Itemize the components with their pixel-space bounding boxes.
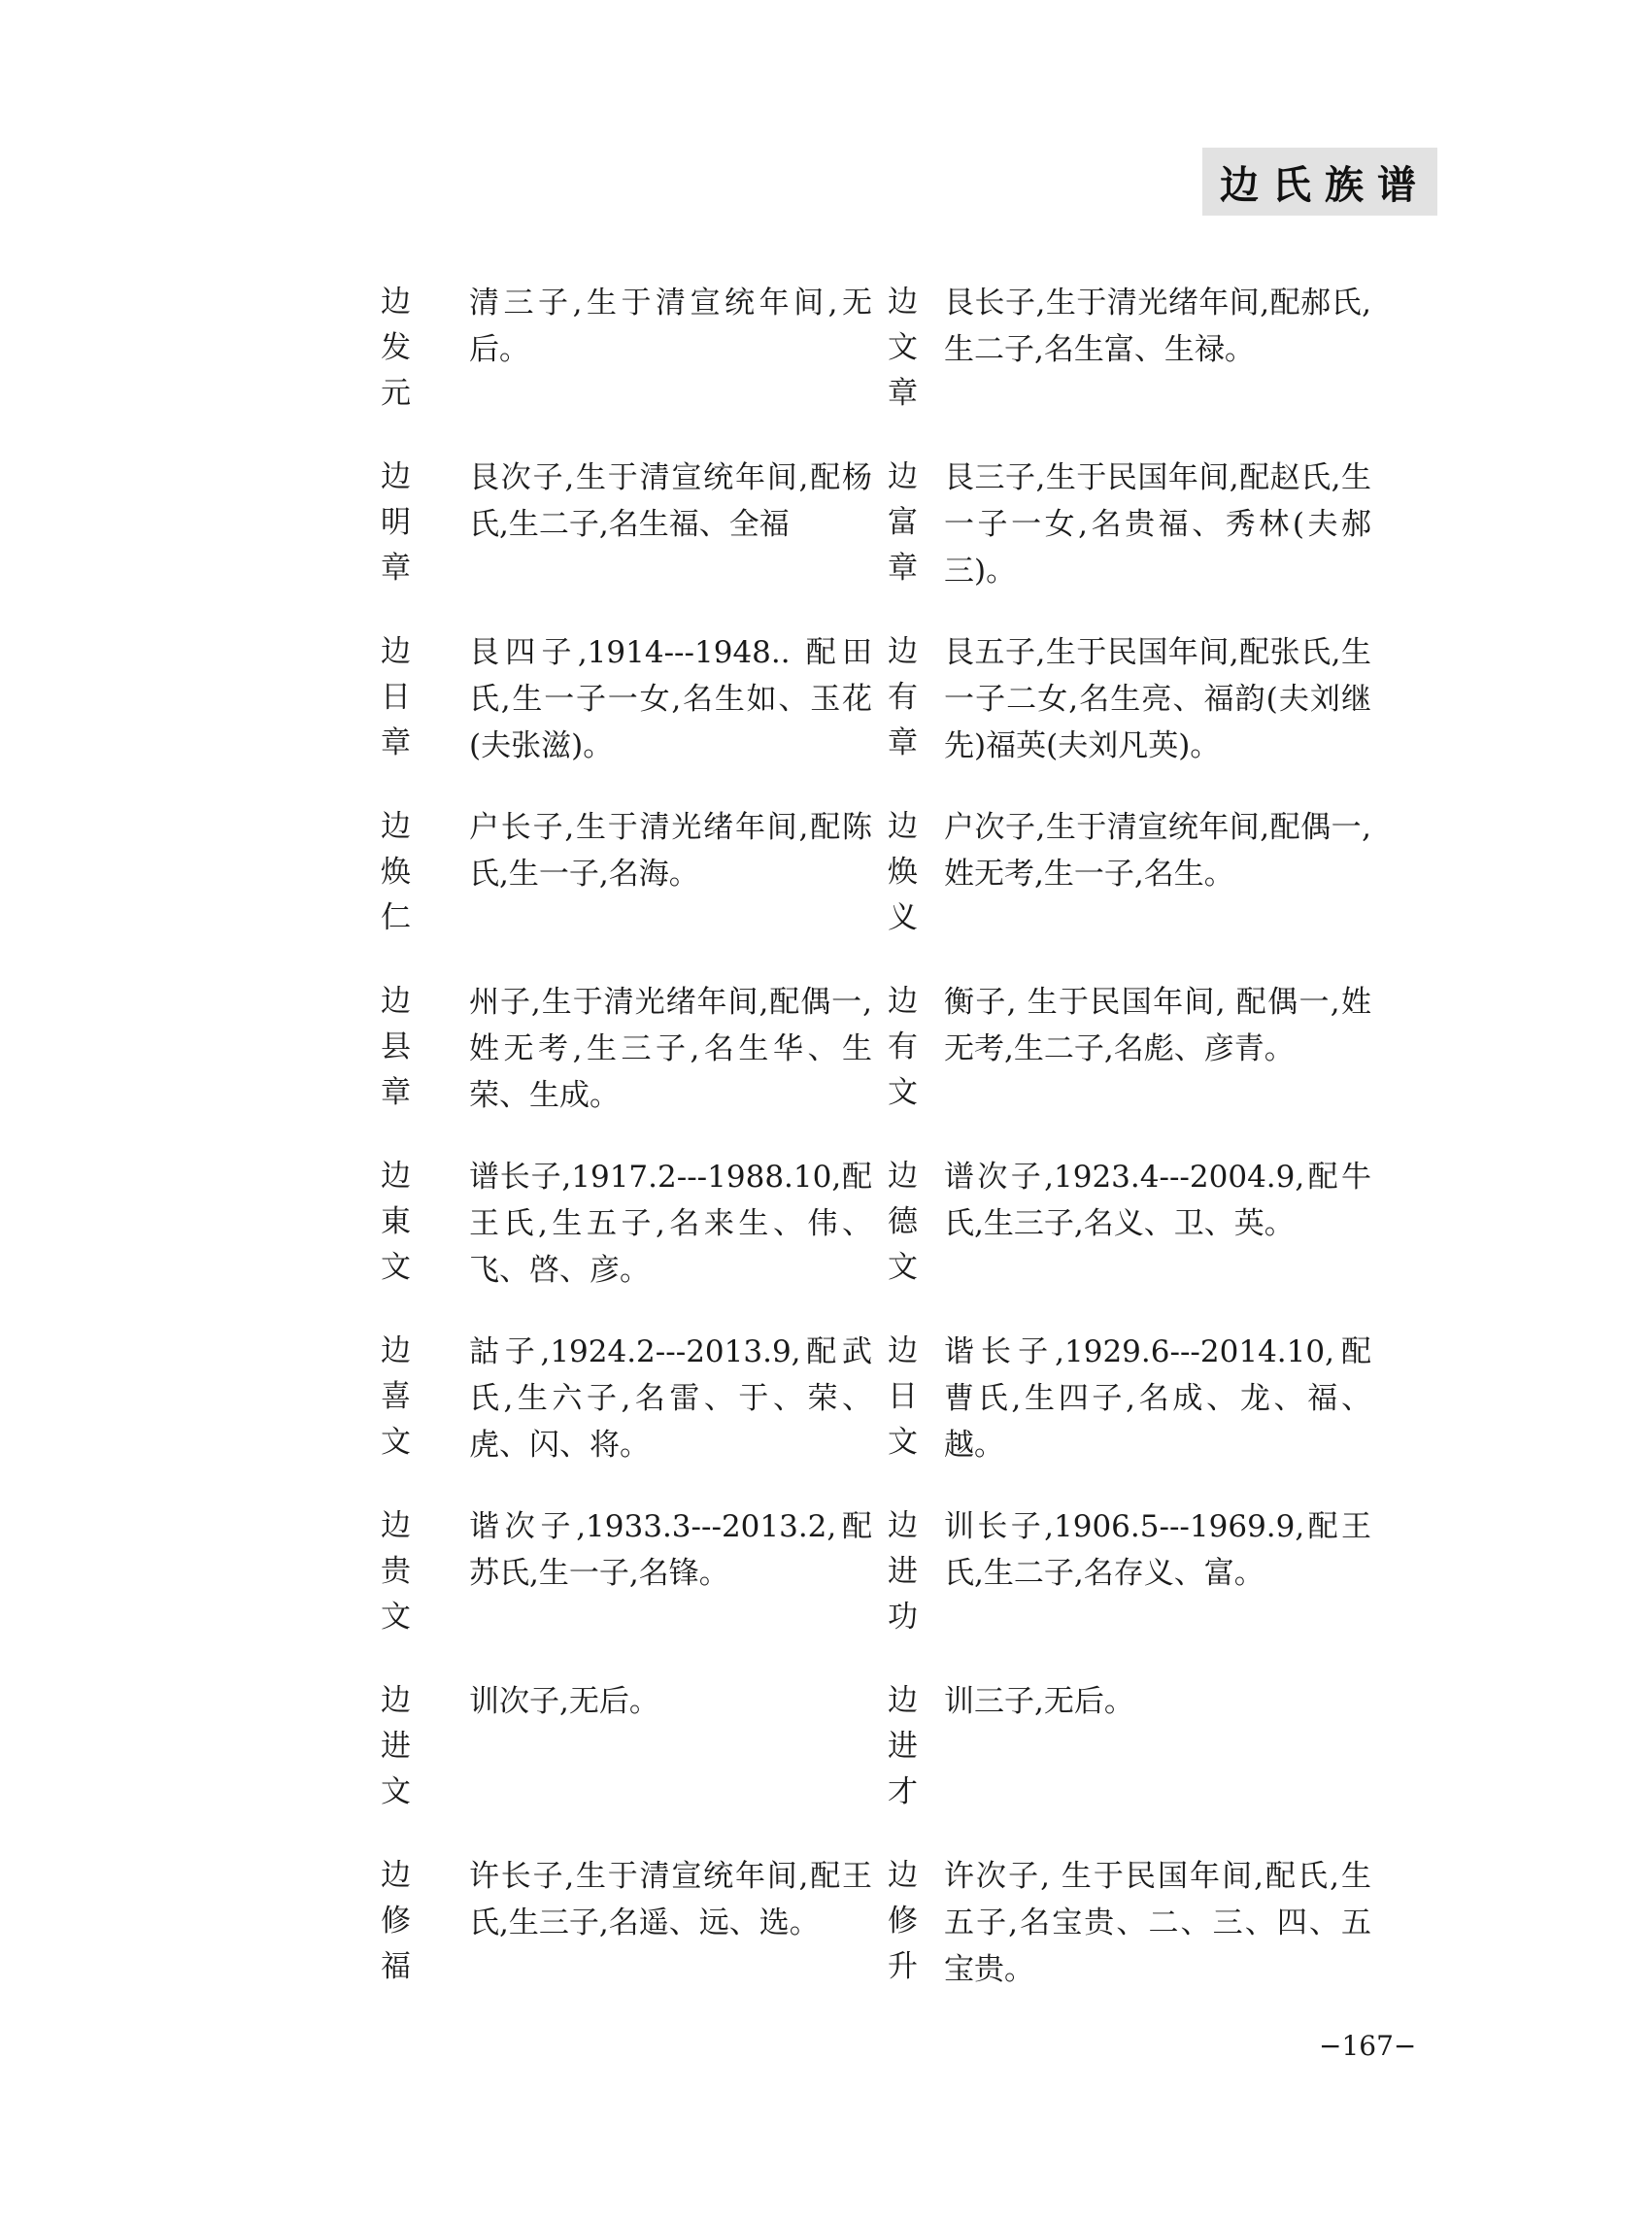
page-number: −167− [1319, 2030, 1417, 2062]
name-character: 发 [381, 330, 411, 365]
person-description: 清三子,生于清宣统年间,无后。 [469, 286, 872, 367]
person-description: 艮次子,生于清宣统年间,配杨氏,生二子,名生福、全福 [469, 460, 872, 542]
person-name [374, 979, 418, 1154]
name-character: 文 [381, 1250, 411, 1285]
person-description: 户长子,生于清光绪年间,配陈氏,生一子,名海。 [469, 810, 872, 892]
name-character: 修 [888, 1904, 918, 1939]
person-name [881, 804, 925, 979]
name-character: 边 [381, 1159, 411, 1194]
entry [881, 1329, 1442, 1503]
entry [881, 804, 1442, 979]
person-name [374, 1853, 418, 2028]
name-character: 边 [888, 809, 918, 844]
person-name [881, 1154, 925, 1329]
name-character: 边 [888, 1333, 918, 1368]
person-description: 训长子,1906.5---1969.9,配王氏,生二子,名存义、富。 [944, 1509, 1371, 1591]
person-description: 谐长子,1929.6---2014.10,配曹氏,生四子,名成、龙、福、越。 [944, 1334, 1371, 1463]
name-character: 有 [888, 680, 918, 715]
name-character: 文 [381, 1425, 411, 1460]
name-character: 县 [381, 1029, 411, 1064]
name-character: 文 [888, 1075, 918, 1110]
person-name [374, 629, 418, 804]
person-name [881, 979, 925, 1154]
name-character: 德 [888, 1204, 918, 1239]
name-character: 元 [381, 376, 411, 411]
name-character: 文 [381, 1774, 411, 1809]
name-character: 边 [381, 634, 411, 669]
name-character: 焕 [381, 855, 411, 890]
person-description: 艮三子,生于民国年间,配赵氏,生一子一女,名贵福、秀林(夫郝三)。 [944, 460, 1371, 589]
name-character: 功 [888, 1600, 918, 1635]
name-character: 边 [381, 1858, 411, 1893]
name-character: 喜 [381, 1379, 411, 1414]
name-character: 贵 [381, 1554, 411, 1589]
entry [881, 455, 1442, 629]
name-character: 边 [888, 1159, 918, 1194]
person-description: 谱长子,1917.2---1988.10,配王氏,生五子,名来生、伟、飞、啓、彦。 [469, 1160, 872, 1288]
name-character: 边 [381, 809, 411, 844]
entry [881, 1154, 1442, 1329]
name-character: 进 [888, 1554, 918, 1589]
entry [881, 1503, 1442, 1678]
name-character: 义 [888, 900, 918, 935]
person-name [881, 1329, 925, 1503]
person-description: 艮长子,生于清光绪年间,配郝氏,生二子,名生富、生禄。 [944, 286, 1371, 367]
name-character: 边 [888, 459, 918, 494]
name-character: 文 [888, 1425, 918, 1460]
entry [881, 1678, 1442, 1853]
name-character: 边 [888, 634, 918, 669]
person-name [881, 1503, 925, 1678]
entry [374, 1154, 881, 1329]
name-character: 章 [381, 725, 411, 760]
name-character: 才 [888, 1774, 918, 1809]
person-description: 训三子,无后。 [944, 1684, 1134, 1719]
person-description: 许长子,生于清宣统年间,配王氏,生三子,名遥、远、选。 [469, 1859, 872, 1940]
person-name [881, 1853, 925, 2028]
person-description: 艮四子,1914---1948.. 配田氏,生一子一女,名生如、玉花(夫张滋)。 [469, 635, 872, 763]
entry [374, 629, 881, 804]
entry [374, 1503, 881, 1678]
person-name [374, 1154, 418, 1329]
person-name [374, 1678, 418, 1853]
name-character: 边 [381, 1508, 411, 1543]
name-character: 東 [381, 1204, 411, 1239]
entry [374, 1329, 881, 1503]
name-character: 章 [381, 1075, 411, 1110]
person-description: 詁子,1924.2---2013.9,配武氏,生六子,名雷、于、荣、虎、闪、将。 [469, 1334, 872, 1463]
person-description: 衡子, 生于民国年间, 配偶一,姓无考,生二子,名彪、彦青。 [944, 985, 1371, 1066]
name-character: 边 [381, 1683, 411, 1718]
name-character: 升 [888, 1949, 918, 1984]
name-character: 仁 [381, 900, 411, 935]
name-character: 边 [381, 984, 411, 1019]
person-name [881, 629, 925, 804]
name-character: 有 [888, 1029, 918, 1064]
name-character: 章 [888, 551, 918, 586]
name-character: 边 [888, 285, 918, 320]
name-character: 章 [381, 551, 411, 586]
name-character: 边 [381, 459, 411, 494]
name-character: 章 [888, 725, 918, 760]
person-description: 州子,生于清光绪年间,配偶一,姓无考,生三子,名生华、生荣、生成。 [469, 985, 872, 1113]
name-character: 富 [888, 505, 918, 540]
entry [881, 629, 1442, 804]
name-character: 边 [888, 1508, 918, 1543]
name-character: 文 [888, 1250, 918, 1285]
name-character: 边 [381, 1333, 411, 1368]
person-name [881, 1678, 925, 1853]
name-character: 日 [381, 680, 411, 715]
entry [881, 979, 1442, 1154]
person-description: 谐次子,1933.3---2013.2,配苏氏,生一子,名锋。 [469, 1509, 872, 1591]
entry [881, 1853, 1442, 2028]
name-character: 福 [381, 1949, 411, 1984]
name-character: 修 [381, 1904, 411, 1939]
entry [374, 455, 881, 629]
entry [374, 1678, 881, 1853]
name-character: 章 [888, 376, 918, 411]
book-title: 边氏族谱 [1220, 162, 1430, 208]
person-name [374, 1503, 418, 1678]
person-name [374, 1329, 418, 1503]
name-character: 边 [888, 984, 918, 1019]
genealogy-entries [374, 280, 1442, 2028]
name-character: 边 [888, 1858, 918, 1893]
name-character: 进 [888, 1729, 918, 1764]
person-name [374, 280, 418, 455]
name-character: 焕 [888, 855, 918, 890]
person-name [881, 280, 925, 455]
person-description: 户次子,生于清宣统年间,配偶一,姓无考,生一子,名生。 [944, 810, 1371, 892]
entry [374, 979, 881, 1154]
person-name [881, 455, 925, 629]
name-character: 文 [888, 330, 918, 365]
name-character: 进 [381, 1729, 411, 1764]
person-name [374, 804, 418, 979]
person-description: 艮五子,生于民国年间,配张氏,生一子二女,名生亮、福韵(夫刘继先)福英(夫刘凡英)。 [944, 635, 1371, 763]
entry [881, 280, 1442, 455]
entry [374, 1853, 881, 2028]
person-name [374, 455, 418, 629]
entry [374, 280, 881, 455]
name-character: 文 [381, 1600, 411, 1635]
name-character: 日 [888, 1379, 918, 1414]
person-description: 谱次子,1923.4---2004.9,配牛氏,生三子,名义、卫、英。 [944, 1160, 1371, 1241]
person-description: 许次子, 生于民国年间,配氏,生五子,名宝贵、二、三、四、五宝贵。 [944, 1859, 1371, 1987]
name-character: 明 [381, 505, 411, 540]
name-character: 边 [888, 1683, 918, 1718]
person-description: 训次子,无后。 [469, 1684, 659, 1719]
entry [374, 804, 881, 979]
name-character: 边 [381, 285, 411, 320]
page-header-box [1202, 148, 1437, 216]
